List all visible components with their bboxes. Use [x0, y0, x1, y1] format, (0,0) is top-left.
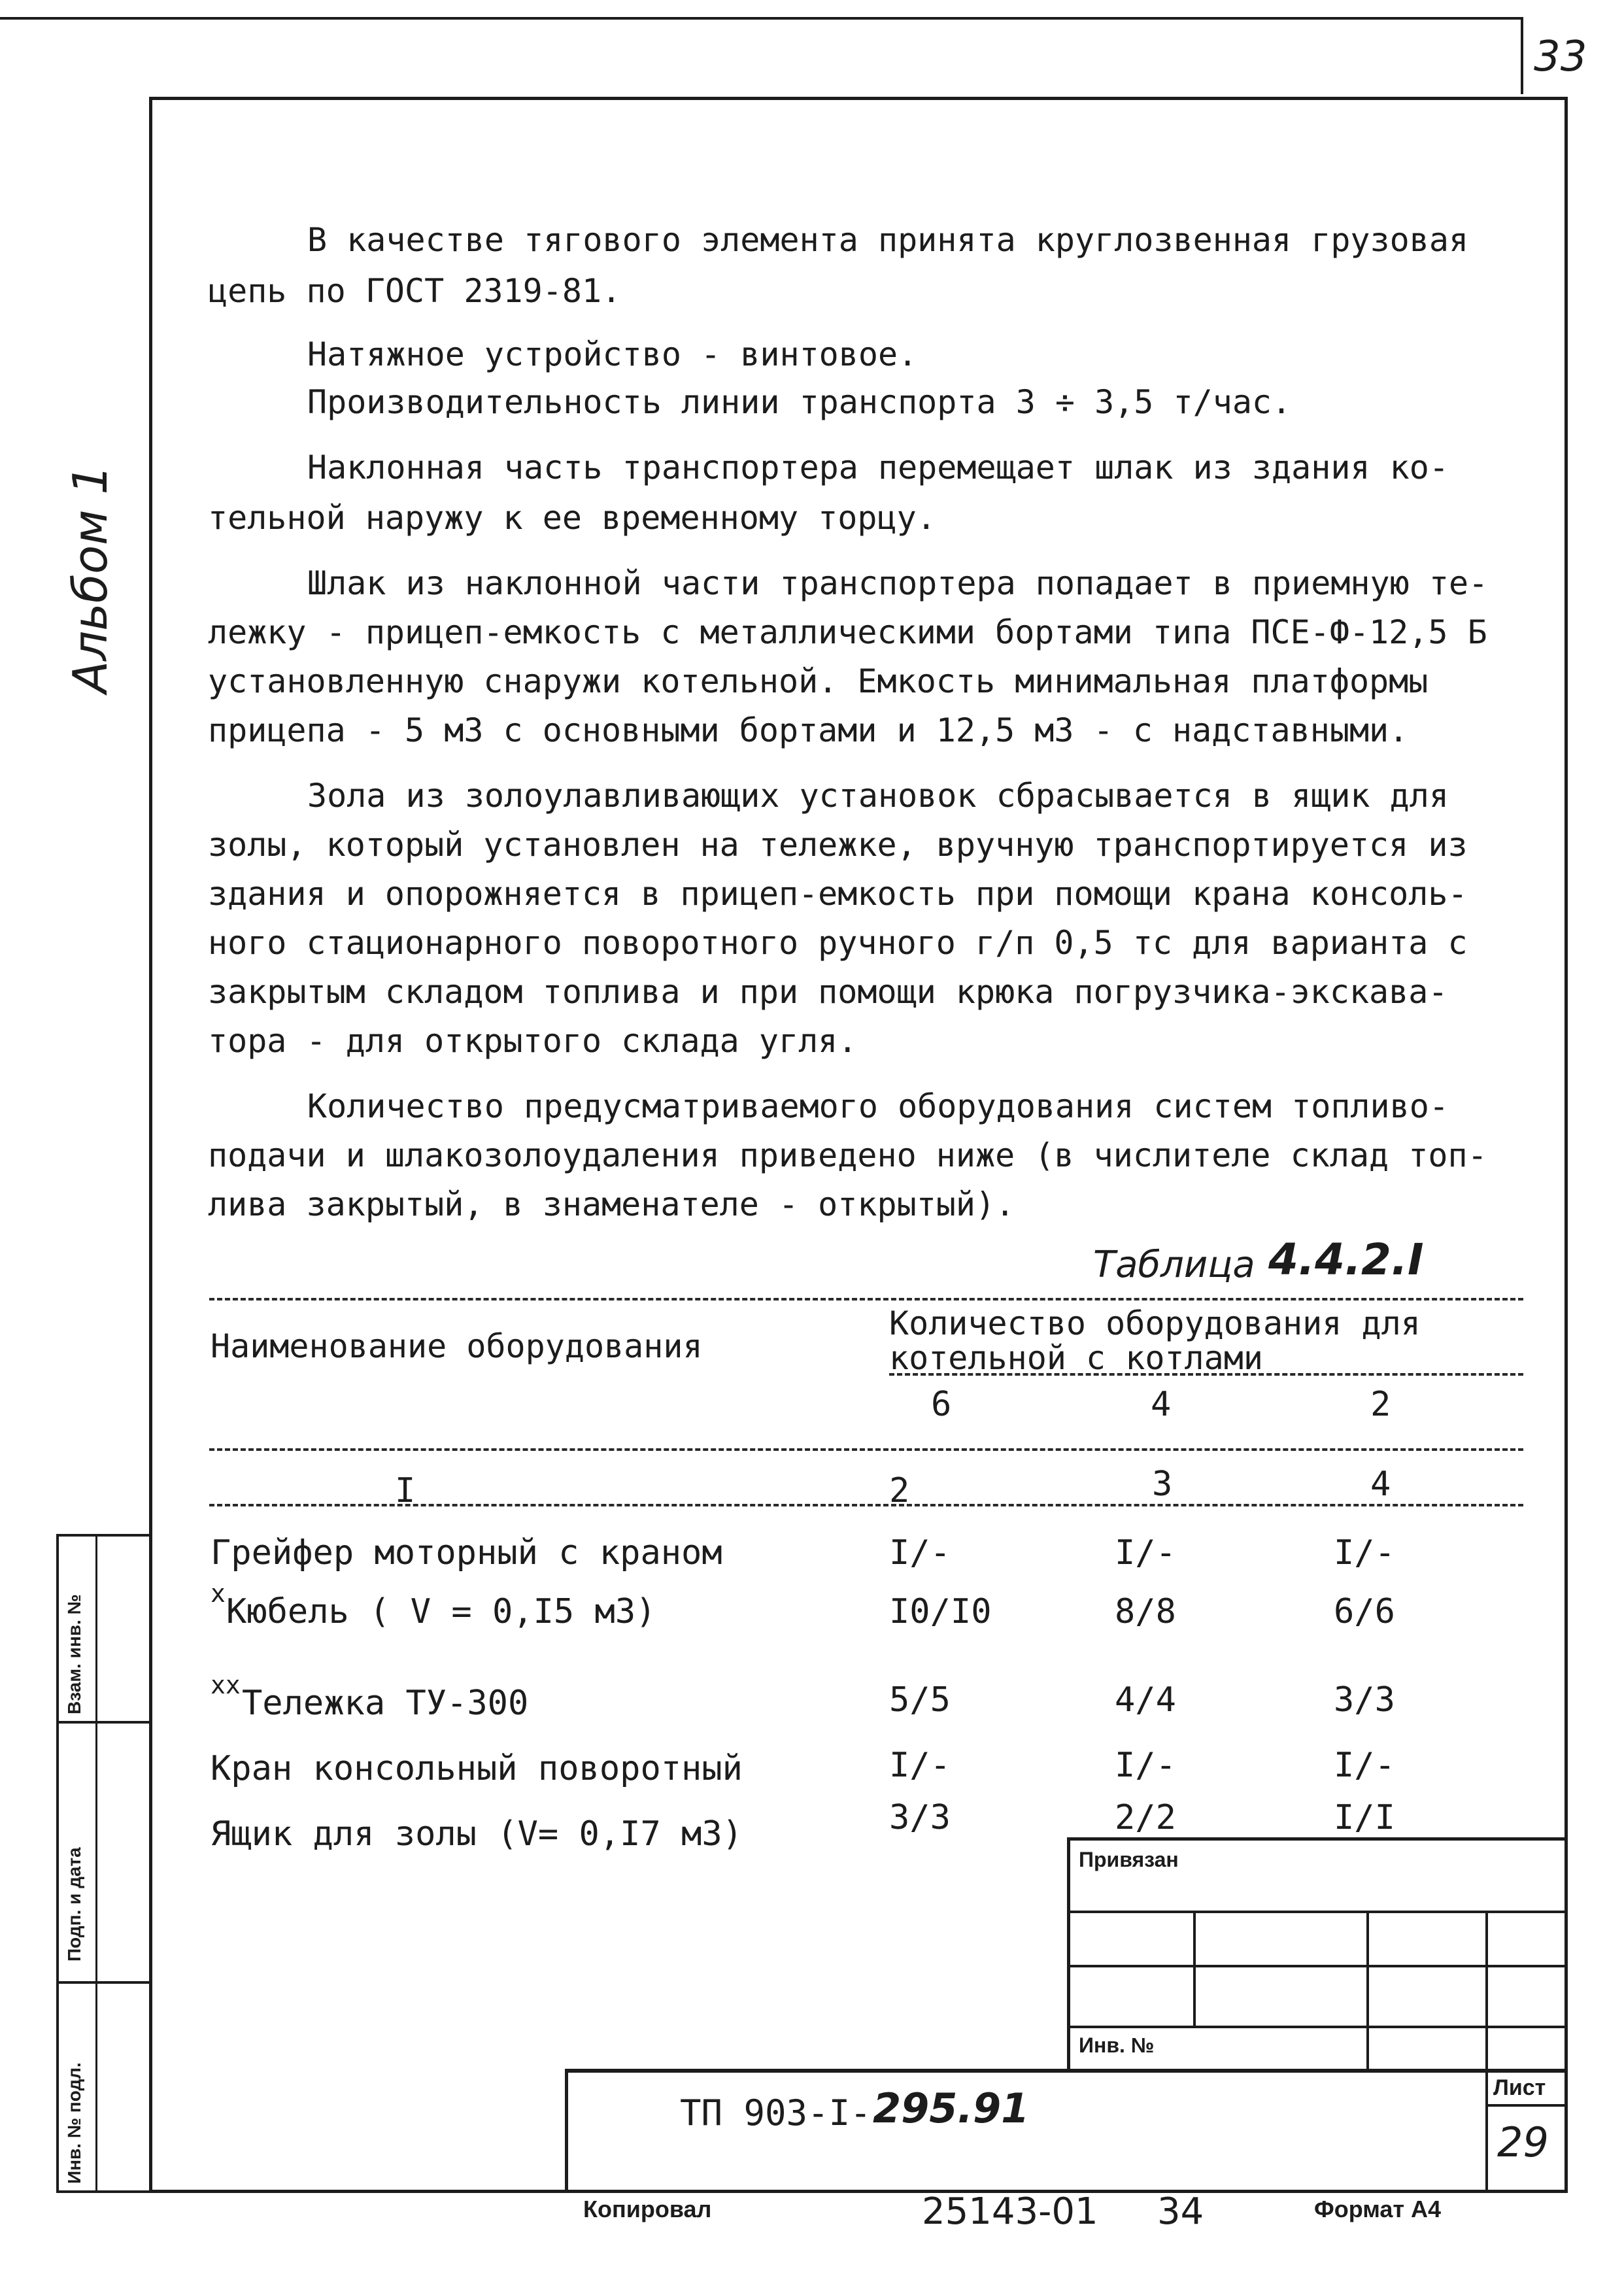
stamp-col-3	[1485, 1911, 1488, 2193]
text-p5-l1: Шлак из наклонной части транспортера попадает в приемную те-	[307, 564, 1489, 602]
side-label-podp: Подп. и дата	[64, 1847, 84, 1962]
table-row-v4: 4/4	[1115, 1680, 1176, 1720]
text-p5-l2: лежку - прицеп-емкость с металлическими бортами типа ПСЕ-Ф-12,5 Б	[208, 613, 1487, 651]
stamp-col-1	[1193, 1911, 1196, 2026]
page-corner-number: 33	[1534, 33, 1587, 81]
top-rule	[0, 17, 1521, 20]
side-label-vzam: Взам. инв. №	[64, 1594, 84, 1714]
stamp-inv-no: Инв. №	[1079, 2033, 1155, 2057]
table-row-name: Ящик для золы (V= 0,I7 м3)	[211, 1814, 743, 1854]
text-p6-l2: золы, который установлен на тележке, вручную транспортируется из	[208, 826, 1468, 864]
stamp-row-1	[1067, 1911, 1568, 1913]
side-stamp-sep-2	[56, 1981, 149, 1984]
stamp-top	[1067, 1837, 1568, 1841]
table-row-prefix: хх	[211, 1671, 241, 1699]
table-row-v4: 2/2	[1115, 1798, 1176, 1837]
album-label: Альбом 1	[63, 464, 118, 693]
footer-order-number: 25143-01	[922, 2190, 1098, 2233]
footer-copied: Копировал	[583, 2196, 712, 2222]
stamp-row-3	[1067, 2026, 1568, 2028]
text-p3: Производительность линии транспорта 3 ÷ 3,5 т/час.	[307, 383, 1292, 421]
table-caption-word: Таблица	[1093, 1244, 1255, 1286]
stamp-left-upper	[1067, 1837, 1070, 2073]
table-row-name: Кюбель ( V = 0,I5 м3)	[226, 1592, 656, 1631]
side-stamp-divider	[95, 1534, 97, 2193]
table-header-name: Наименование оборудования	[211, 1327, 703, 1365]
text-p7-l3: лива закрытый, в знаменателе - открытый).	[208, 1185, 1015, 1223]
table-row-v2: I/I	[1334, 1798, 1395, 1837]
table-header-qty-l2: котельной с котлами	[889, 1339, 1263, 1377]
footer-order-page: 34	[1157, 2190, 1204, 2233]
stamp-sheet-number: 29	[1497, 2118, 1549, 2166]
side-label-inv: Инв. № подл.	[64, 2062, 84, 2184]
table-row-v4: 8/8	[1115, 1592, 1176, 1631]
text-p6-l1: Зола из золоулавливающих установок сбрасывается в ящик для	[307, 777, 1449, 815]
table-caption-number: 4.4.2.I	[1268, 1234, 1424, 1285]
text-p6-l6: тора - для открытого склада угля.	[208, 1022, 858, 1060]
table-colnum-2: 2	[889, 1471, 910, 1510]
table-row-v4: I/-	[1115, 1746, 1176, 1785]
text-p2: Натяжное устройство - винтовое.	[307, 335, 918, 373]
doc-code-printed: ТП 903-I-	[680, 2092, 871, 2134]
table-row-name: Тележка ТУ-300	[242, 1684, 529, 1723]
table-row-v6: I/-	[889, 1746, 951, 1785]
table-row-v2: 6/6	[1334, 1592, 1395, 1631]
stamp-privyazan: Привязан	[1079, 1848, 1179, 1871]
text-p5-l4: прицепа - 5 м3 с основными бортами и 12,5 м3 - с надставными.	[208, 711, 1409, 749]
table-row-v4: I/-	[1115, 1533, 1176, 1572]
table-row-v6: I/-	[889, 1533, 951, 1572]
table-rule-top	[209, 1298, 1523, 1300]
table-row-v2: 3/3	[1334, 1680, 1395, 1720]
table-row-name: Кран консольный поворотный	[211, 1749, 743, 1788]
footer-format: Формат А4	[1314, 2196, 1442, 2222]
table-boiler-2: 2	[1370, 1385, 1391, 1424]
table-row-v6: 3/3	[889, 1798, 951, 1837]
text-p4-l1: Наклонная часть транспортера перемещает шлак из здания ко-	[307, 449, 1449, 486]
text-p1-l1: В качестве тягового элемента принята круглозвенная грузовая	[307, 221, 1469, 259]
stamp-sheet-label: Лист	[1493, 2075, 1546, 2100]
table-boiler-4: 4	[1151, 1385, 1172, 1424]
side-stamp-sep-1	[56, 1721, 149, 1724]
table-colnum-3: 3	[1152, 1465, 1173, 1504]
text-p6-l4: ного стационарного поворотного ручного г/п 0,5 тс для варианта с	[208, 924, 1468, 962]
doc-code-hand: 295.91	[873, 2084, 1030, 2132]
stamp-main-left	[565, 2069, 568, 2193]
text-p6-l3: здания и опорожняется в прицеп-емкость при помощи крана консоль-	[208, 875, 1468, 913]
text-p5-l3: установленную снаружи котельной. Емкость минимальная платформы	[208, 662, 1429, 700]
stamp-sheet-divider	[1485, 2104, 1568, 2107]
text-p7-l1: Количество предусматриваемого оборудования систем топливо-	[307, 1087, 1449, 1125]
table-colnum-1: I	[395, 1471, 416, 1510]
text-p1-l2: цепь по ГОСТ 2319-81.	[208, 272, 622, 310]
corner-box-left	[1521, 17, 1523, 94]
table-row-v6: I0/I0	[889, 1592, 992, 1631]
table-header-qty-l1: Количество оборудования для	[889, 1304, 1421, 1342]
table-row-name: Грейфер моторный с краном	[211, 1533, 722, 1572]
stamp-row-2	[1067, 1965, 1568, 1967]
table-rule-head-bottom	[209, 1448, 1523, 1451]
table-row-v6: 5/5	[889, 1680, 951, 1720]
table-row-v2: I/-	[1334, 1746, 1395, 1785]
table-row-prefix: х	[211, 1579, 226, 1608]
text-p6-l5: закрытым складом топлива и при помощи крюка погрузчика-экскава-	[208, 973, 1448, 1011]
text-p7-l2: подачи и шлакозолоудаления приведено ниже (в числителе склад топ-	[208, 1136, 1487, 1174]
table-boiler-6: 6	[931, 1385, 952, 1424]
table-row-v2: I/-	[1334, 1533, 1395, 1572]
table-colnum-4: 4	[1370, 1465, 1391, 1504]
stamp-col-2	[1366, 1911, 1369, 2073]
text-p4-l2: тельной наружу к ее временному торцу.	[208, 499, 936, 537]
stamp-main-top	[565, 2069, 1568, 2073]
